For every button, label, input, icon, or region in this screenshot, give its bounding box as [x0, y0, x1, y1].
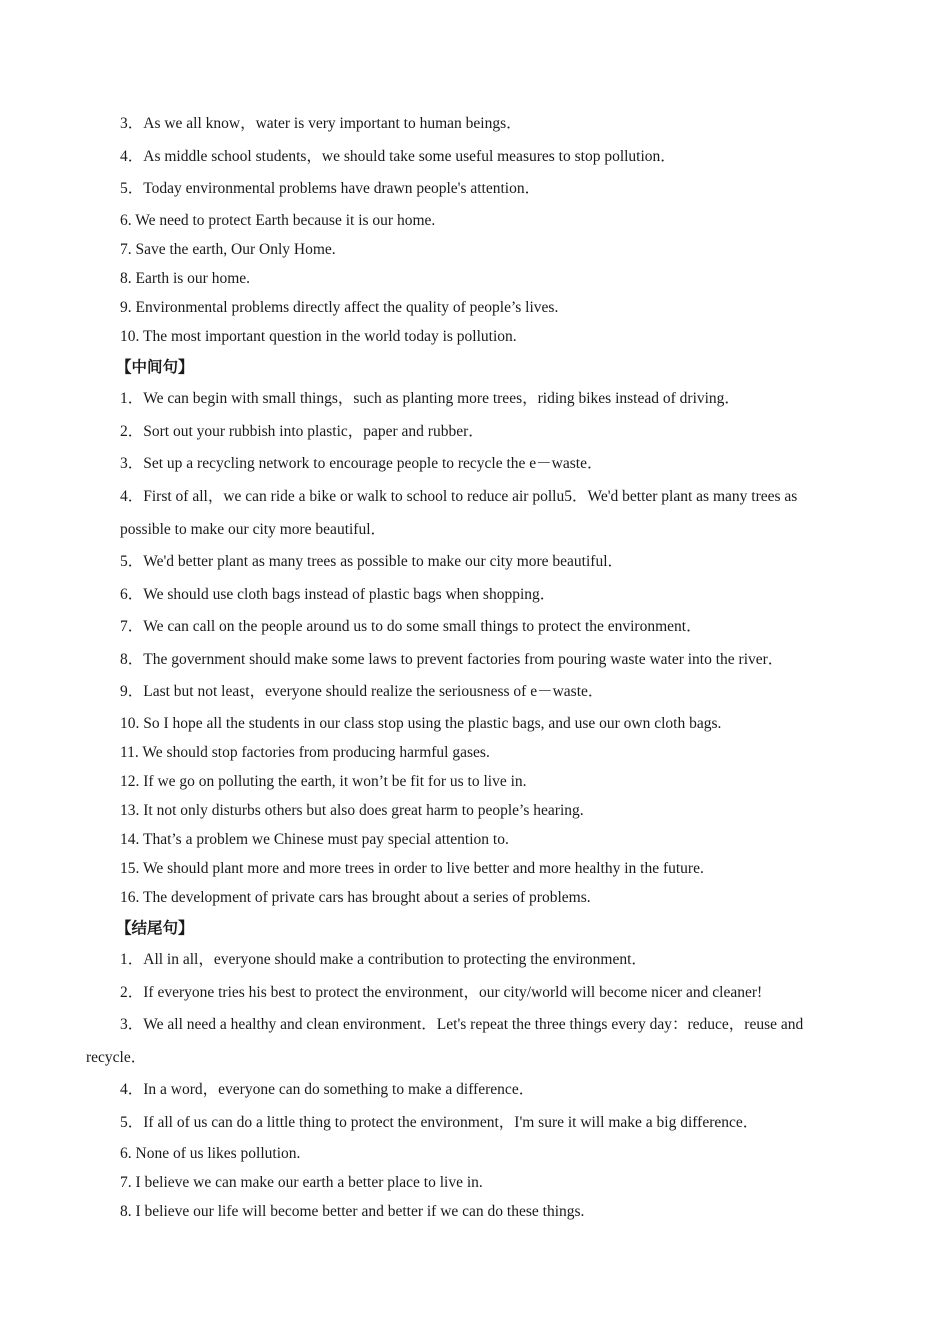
middle-sentence: 5．We'd better plant as many trees as possible to make our city more beautiful．: [120, 553, 624, 570]
middle-sentence: 10. So I hope all the students in our class stop using the plastic bags, and use our own cloth bags.: [120, 715, 722, 732]
opening-sentence: 9. Environmental problems directly affect the quality of people’s lives.: [120, 299, 559, 316]
opening-sentence: 5．Today environmental problems have drawn people's attention．: [120, 180, 541, 197]
opening-sentence: 10. The most important question in the world today is pollution.: [120, 328, 517, 345]
ending-sentence: 1．All in all，everyone should make a contribution to protecting the environment．: [120, 951, 647, 968]
middle-sentence: 14. That’s a problem we Chinese must pay special attention to.: [120, 831, 509, 848]
ending-sentence: 4．In a word，everyone can do something to make a difference．: [120, 1081, 535, 1098]
middle-sentence: 1．We can begin with small things，such as planting more trees，riding bikes instead of driving．: [120, 390, 740, 407]
section-heading-ending: 【结尾句】: [116, 919, 194, 937]
middle-sentence: 12. If we go on polluting the earth, it won’t be fit for us to live in.: [120, 773, 527, 790]
middle-sentence: 16. The development of private cars has brought about a series of problems.: [120, 889, 591, 906]
opening-sentence: 6. We need to protect Earth because it is our home.: [120, 212, 436, 229]
opening-sentence: 4．As middle school students，we should take some useful measures to stop pollution．: [120, 148, 676, 165]
middle-sentence: 6．We should use cloth bags instead of plastic bags when shopping．: [120, 586, 556, 603]
ending-sentence: recycle．: [86, 1049, 147, 1066]
ending-sentence: 7. I believe we can make our earth a better place to live in.: [120, 1174, 483, 1191]
middle-sentence: 7．We can call on the people around us to do some small things to protect the environment．: [120, 618, 702, 635]
ending-sentence: 2．If everyone tries his best to protect the environment，our city/world will become nicer and cleaner!: [120, 984, 763, 1001]
ending-sentence: 8. I believe our life will become better and better if we can do these things.: [120, 1203, 585, 1220]
middle-sentence: 9．Last but not least，everyone should realize the seriousness of e－waste．: [120, 683, 604, 700]
ending-sentence: 5．If all of us can do a little thing to protect the environment，I'm sure it will make a big difference．: [120, 1114, 759, 1131]
opening-sentence: 3．As we all know，water is very important to human beings．: [120, 115, 522, 132]
opening-sentence: 8. Earth is our home.: [120, 270, 251, 287]
opening-sentence: 7. Save the earth, Our Only Home.: [120, 241, 336, 258]
middle-sentence: possible to make our city more beautiful．: [120, 521, 387, 538]
middle-sentence: 11. We should stop factories from producing harmful gases.: [120, 744, 490, 761]
ending-sentence: 6. None of us likes pollution.: [120, 1145, 301, 1162]
middle-sentence: 15. We should plant more and more trees in order to live better and more healthy in the future.: [120, 860, 704, 877]
middle-sentence: 13. It not only disturbs others but also does great harm to people’s hearing.: [120, 802, 584, 819]
middle-sentence: 2．Sort out your rubbish into plastic，paper and rubber．: [120, 423, 484, 440]
middle-sentence: 4．First of all，we can ride a bike or walk to school to reduce air pollu5．We'd better plant as many trees as: [120, 488, 798, 505]
middle-sentence: 8．The government should make some laws to prevent factories from pouring waste water into the river．: [120, 651, 784, 668]
section-heading-middle: 【中间句】: [116, 358, 194, 376]
ending-sentence: 3．We all need a healthy and clean environment．Let's repeat the three things every day：reduce，reuse and: [120, 1016, 804, 1033]
middle-sentence: 3．Set up a recycling network to encourage people to recycle the e－waste．: [120, 455, 603, 472]
